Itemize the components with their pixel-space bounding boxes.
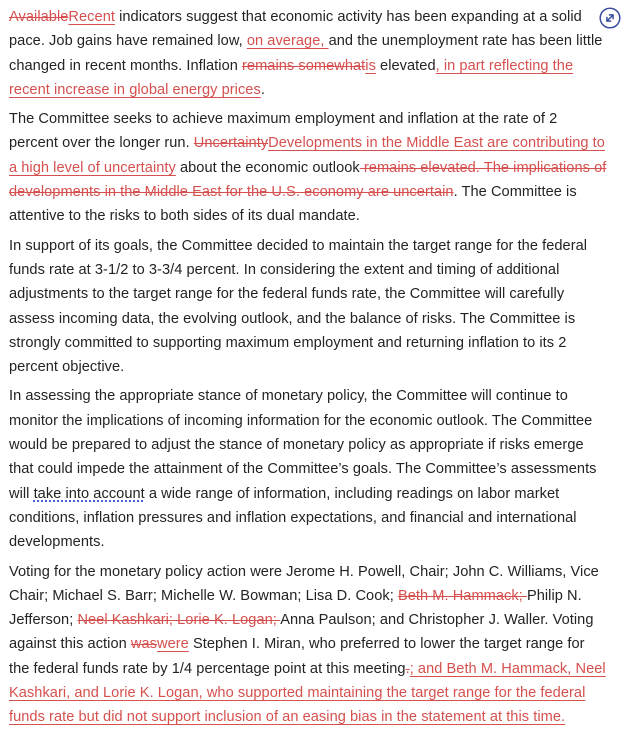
deleted-text: remains somewhat [242, 57, 366, 74]
deleted-text: Available [9, 9, 69, 25]
inserted-text: on average, [246, 33, 329, 50]
text-run: elevated [375, 57, 436, 74]
deleted-text: Uncertainty [193, 135, 269, 152]
suggested-text: take into account [33, 485, 145, 502]
text-run: Stephen I. Miran, who preferred to lower the target range for the federal funds rate by 1/4 percentage point at this meeting [9, 636, 585, 677]
inserted-text: is [365, 57, 376, 74]
text-run: In assessing the appropriate stance of monetary policy, the Committee will continue to monitor the implications of incoming information for the economic outlook. The Committee would be prepared to adjust the stance of monetary policy as appropriate if risks emerge that could impede the attainment of the Committee’s goals. The Committee’s assessments will [9, 388, 597, 502]
text-run: Voting for the monetary policy action were Jerome H. Powell, Chair; John C. Williams, Vice Chair; Michael S. Barr; Michelle W. Bowman; Lisa D. Cook; [9, 563, 599, 604]
paragraph [9, 5, 609, 102]
paragraph [9, 560, 609, 730]
inserted-text: Developments in the Middle East are contributing to a high level of uncertainty [9, 135, 605, 176]
paragraph [9, 384, 609, 554]
text-run: In support of its goals, the Committee decided to maintain the target range for the federal funds rate at 3-1/2 to 3-3/4 percent. In considering the extent and timing of additional adjustments to the target range for the federal funds rate, the Committee will carefully assess incoming data, the evolving outlook, and the balance of risks. The Committee is strongly committed to supporting maximum employment and returning inflation to its 2 percent objective. [9, 237, 588, 376]
inserted-text: ; and Beth M. Hammack, Neel Kashkari, and Lorie K. Logan, who supported maintaining the target range for the federal funds rate but did not support inclusion of an easing bias in the statement at this time. [9, 660, 606, 726]
deleted-text: Neel Kashkari; Lorie K. Logan; [77, 612, 281, 629]
paragraph [9, 234, 609, 380]
deleted-text: . [405, 660, 410, 677]
expand-diagonal-icon [599, 7, 621, 29]
paragraph [9, 107, 609, 228]
inserted-text: , in part reflecting the recent increase in global energy prices [9, 57, 574, 98]
text-run: The Committee seeks to achieve maximum employment and inflation at the rate of 2 percent over the longer run. [9, 111, 558, 152]
text-run: . The Committee is attentive to the risks to both sides of its dual mandate. [9, 184, 577, 225]
deleted-text: remains elevated. The implications of developments in the Middle East for the U.S. economy are uncertain [9, 159, 607, 201]
deleted-text: Beth M. Hammack; [397, 587, 527, 604]
text-run: Philip N. Jefferson; [9, 587, 582, 629]
inserted-text: Recent [68, 9, 115, 25]
text-run: a wide range of information, including readings on labor market conditions, inflation pressures and inflation expectations, and financial and international developments. [9, 485, 577, 551]
deleted-text: was [130, 636, 157, 653]
text-run: indicators suggest that economic activity has been expanding at a solid pace. Job gains have remained low, [9, 9, 582, 50]
text-run: Anna Paulson; and Christopher J. Waller. Voting against this action [9, 612, 594, 653]
text-run: and the unemployment rate has been little changed in recent months. Inflation [9, 33, 603, 74]
text-run: about the economic outlook [175, 159, 360, 176]
text-run: . [260, 81, 265, 98]
expand-button[interactable] [598, 6, 622, 30]
inserted-text: were [157, 636, 189, 653]
